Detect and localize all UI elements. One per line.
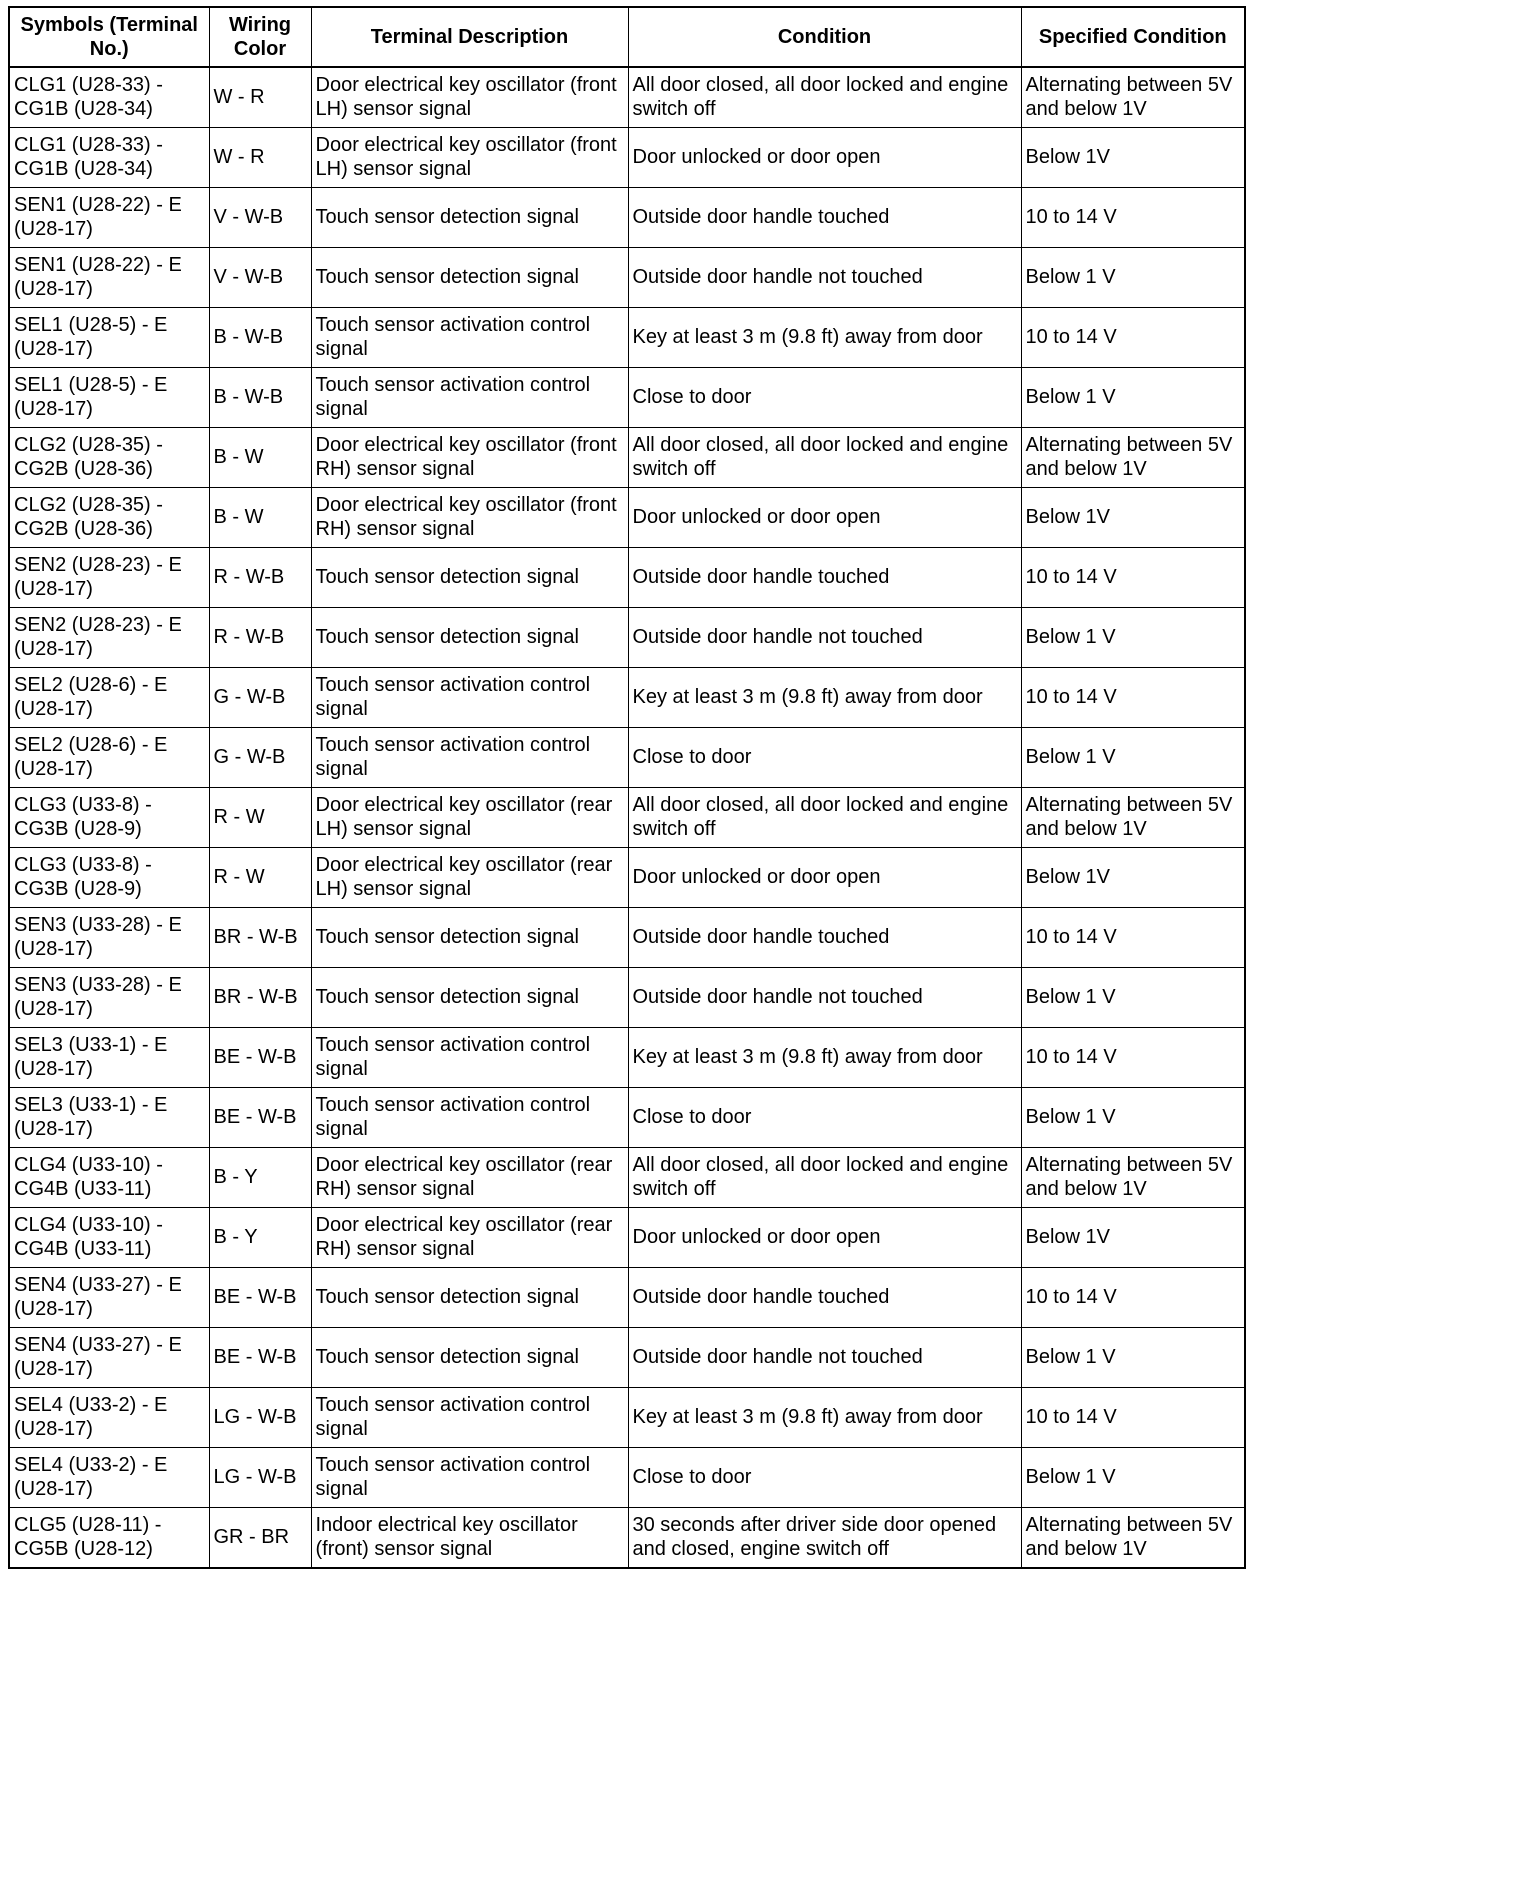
cell-terminal-description: Touch sensor activation control signal <box>311 1388 628 1448</box>
header-condition: Condition <box>628 7 1021 67</box>
table-row <box>9 668 1245 728</box>
cell-specified-condition: Below 1 V <box>1021 1088 1245 1148</box>
cell-wiring-color: G - W-B <box>209 668 311 728</box>
cell-symbols: SEL1 (U28-5) - E (U28-17) <box>9 368 209 428</box>
cell-condition: 30 seconds after driver side door opened and closed, engine switch off <box>628 1508 1021 1569</box>
table-row <box>9 128 1245 188</box>
cell-symbols: SEN3 (U33-28) - E (U28-17) <box>9 968 209 1028</box>
cell-specified-condition: Below 1 V <box>1021 968 1245 1028</box>
cell-specified-condition: 10 to 14 V <box>1021 1268 1245 1328</box>
cell-specified-condition: 10 to 14 V <box>1021 188 1245 248</box>
cell-specified-condition: Alternating between 5V and below 1V <box>1021 1508 1245 1569</box>
cell-terminal-description: Touch sensor activation control signal <box>311 1028 628 1088</box>
cell-wiring-color: B - Y <box>209 1208 311 1268</box>
cell-condition: Key at least 3 m (9.8 ft) away from door <box>628 1388 1021 1448</box>
cell-specified-condition: Below 1V <box>1021 128 1245 188</box>
cell-symbols: SEN1 (U28-22) - E (U28-17) <box>9 188 209 248</box>
cell-symbols: CLG1 (U28-33) - CG1B (U28-34) <box>9 128 209 188</box>
cell-specified-condition: Below 1 V <box>1021 1448 1245 1508</box>
cell-terminal-description: Door electrical key oscillator (front LH) sensor signal <box>311 128 628 188</box>
cell-specified-condition: Alternating between 5V and below 1V <box>1021 428 1245 488</box>
cell-specified-condition: Below 1V <box>1021 848 1245 908</box>
cell-terminal-description: Indoor electrical key oscillator (front) sensor signal <box>311 1508 628 1569</box>
cell-condition: Outside door handle touched <box>628 188 1021 248</box>
cell-specified-condition: Below 1 V <box>1021 1328 1245 1388</box>
table-row <box>9 908 1245 968</box>
cell-symbols: CLG4 (U33-10) - CG4B (U33-11) <box>9 1208 209 1268</box>
header-wiring-color: Wiring Color <box>209 7 311 67</box>
cell-symbols: SEN4 (U33-27) - E (U28-17) <box>9 1328 209 1388</box>
cell-condition: All door closed, all door locked and engine switch off <box>628 67 1021 128</box>
cell-condition: Door unlocked or door open <box>628 1208 1021 1268</box>
cell-condition: Key at least 3 m (9.8 ft) away from door <box>628 308 1021 368</box>
cell-specified-condition: 10 to 14 V <box>1021 908 1245 968</box>
cell-wiring-color: W - R <box>209 128 311 188</box>
table-row <box>9 728 1245 788</box>
cell-wiring-color: R - W-B <box>209 608 311 668</box>
cell-symbols: SEL4 (U33-2) - E (U28-17) <box>9 1388 209 1448</box>
cell-wiring-color: LG - W-B <box>209 1448 311 1508</box>
cell-terminal-description: Door electrical key oscillator (rear LH) sensor signal <box>311 848 628 908</box>
cell-specified-condition: 10 to 14 V <box>1021 1028 1245 1088</box>
cell-terminal-description: Door electrical key oscillator (front LH) sensor signal <box>311 67 628 128</box>
cell-terminal-description: Door electrical key oscillator (rear RH) sensor signal <box>311 1208 628 1268</box>
table-row <box>9 1148 1245 1208</box>
cell-specified-condition: Alternating between 5V and below 1V <box>1021 1148 1245 1208</box>
cell-symbols: CLG2 (U28-35) - CG2B (U28-36) <box>9 488 209 548</box>
cell-wiring-color: W - R <box>209 67 311 128</box>
cell-terminal-description: Touch sensor detection signal <box>311 968 628 1028</box>
table-row <box>9 1388 1245 1448</box>
cell-terminal-description: Touch sensor activation control signal <box>311 368 628 428</box>
cell-condition: Door unlocked or door open <box>628 128 1021 188</box>
header-terminal-description: Terminal Description <box>311 7 628 67</box>
cell-condition: All door closed, all door locked and engine switch off <box>628 1148 1021 1208</box>
cell-terminal-description: Door electrical key oscillator (rear RH) sensor signal <box>311 1148 628 1208</box>
table-row <box>9 1028 1245 1088</box>
table-row <box>9 548 1245 608</box>
cell-symbols: SEN3 (U33-28) - E (U28-17) <box>9 908 209 968</box>
cell-symbols: CLG4 (U33-10) - CG4B (U33-11) <box>9 1148 209 1208</box>
cell-symbols: CLG3 (U33-8) - CG3B (U28-9) <box>9 788 209 848</box>
cell-condition: Close to door <box>628 1448 1021 1508</box>
cell-wiring-color: B - W <box>209 488 311 548</box>
table-row <box>9 608 1245 668</box>
cell-wiring-color: R - W-B <box>209 548 311 608</box>
cell-condition: Key at least 3 m (9.8 ft) away from door <box>628 668 1021 728</box>
table-row <box>9 1508 1245 1569</box>
cell-condition: Close to door <box>628 368 1021 428</box>
cell-terminal-description: Touch sensor detection signal <box>311 248 628 308</box>
table-row <box>9 1268 1245 1328</box>
table-row <box>9 67 1245 128</box>
cell-wiring-color: R - W <box>209 848 311 908</box>
cell-terminal-description: Touch sensor detection signal <box>311 548 628 608</box>
cell-wiring-color: G - W-B <box>209 728 311 788</box>
cell-specified-condition: Alternating between 5V and below 1V <box>1021 67 1245 128</box>
cell-symbols: SEL3 (U33-1) - E (U28-17) <box>9 1028 209 1088</box>
table-row <box>9 488 1245 548</box>
cell-specified-condition: Alternating between 5V and below 1V <box>1021 788 1245 848</box>
cell-terminal-description: Touch sensor detection signal <box>311 608 628 668</box>
cell-wiring-color: B - Y <box>209 1148 311 1208</box>
cell-wiring-color: B - W-B <box>209 308 311 368</box>
cell-wiring-color: BE - W-B <box>209 1328 311 1388</box>
cell-condition: Door unlocked or door open <box>628 848 1021 908</box>
table-row <box>9 1088 1245 1148</box>
cell-condition: Close to door <box>628 1088 1021 1148</box>
cell-terminal-description: Touch sensor activation control signal <box>311 668 628 728</box>
cell-wiring-color: BR - W-B <box>209 968 311 1028</box>
cell-specified-condition: Below 1V <box>1021 488 1245 548</box>
cell-terminal-description: Touch sensor detection signal <box>311 1268 628 1328</box>
cell-symbols: CLG5 (U28-11) - CG5B (U28-12) <box>9 1508 209 1569</box>
header-specified-condition: Specified Condition <box>1021 7 1245 67</box>
cell-specified-condition: Below 1 V <box>1021 248 1245 308</box>
table-header <box>9 7 1245 67</box>
cell-wiring-color: LG - W-B <box>209 1388 311 1448</box>
cell-specified-condition: Below 1 V <box>1021 368 1245 428</box>
cell-symbols: CLG1 (U28-33) - CG1B (U28-34) <box>9 67 209 128</box>
cell-symbols: CLG3 (U33-8) - CG3B (U28-9) <box>9 848 209 908</box>
cell-symbols: SEL4 (U33-2) - E (U28-17) <box>9 1448 209 1508</box>
cell-condition: Close to door <box>628 728 1021 788</box>
cell-condition: Door unlocked or door open <box>628 488 1021 548</box>
cell-symbols: SEN2 (U28-23) - E (U28-17) <box>9 548 209 608</box>
cell-symbols: SEL2 (U28-6) - E (U28-17) <box>9 668 209 728</box>
cell-terminal-description: Door electrical key oscillator (front RH) sensor signal <box>311 428 628 488</box>
table-row <box>9 308 1245 368</box>
cell-terminal-description: Door electrical key oscillator (front RH) sensor signal <box>311 488 628 548</box>
table-row <box>9 1328 1245 1388</box>
cell-condition: All door closed, all door locked and engine switch off <box>628 428 1021 488</box>
table-row <box>9 968 1245 1028</box>
cell-condition: Key at least 3 m (9.8 ft) away from door <box>628 1028 1021 1088</box>
cell-symbols: SEL1 (U28-5) - E (U28-17) <box>9 308 209 368</box>
cell-symbols: SEN1 (U28-22) - E (U28-17) <box>9 248 209 308</box>
cell-terminal-description: Touch sensor activation control signal <box>311 1088 628 1148</box>
cell-symbols: SEL2 (U28-6) - E (U28-17) <box>9 728 209 788</box>
cell-terminal-description: Touch sensor activation control signal <box>311 308 628 368</box>
cell-wiring-color: V - W-B <box>209 188 311 248</box>
cell-terminal-description: Touch sensor activation control signal <box>311 1448 628 1508</box>
cell-symbols: SEL3 (U33-1) - E (U28-17) <box>9 1088 209 1148</box>
header-row <box>9 7 1245 67</box>
header-symbols: Symbols (Terminal No.) <box>9 7 209 67</box>
cell-terminal-description: Touch sensor detection signal <box>311 188 628 248</box>
cell-wiring-color: B - W-B <box>209 368 311 428</box>
cell-specified-condition: 10 to 14 V <box>1021 308 1245 368</box>
cell-condition: Outside door handle not touched <box>628 968 1021 1028</box>
cell-specified-condition: 10 to 14 V <box>1021 668 1245 728</box>
cell-terminal-description: Touch sensor detection signal <box>311 1328 628 1388</box>
cell-condition: Outside door handle touched <box>628 548 1021 608</box>
cell-terminal-description: Touch sensor activation control signal <box>311 728 628 788</box>
cell-condition: Outside door handle not touched <box>628 608 1021 668</box>
cell-condition: All door closed, all door locked and engine switch off <box>628 788 1021 848</box>
table-row <box>9 1448 1245 1508</box>
cell-specified-condition: 10 to 14 V <box>1021 548 1245 608</box>
terminal-spec-table <box>8 6 1246 1569</box>
cell-symbols: SEN4 (U33-27) - E (U28-17) <box>9 1268 209 1328</box>
cell-wiring-color: BE - W-B <box>209 1268 311 1328</box>
cell-wiring-color: R - W <box>209 788 311 848</box>
table-row <box>9 248 1245 308</box>
table-row <box>9 848 1245 908</box>
cell-symbols: SEN2 (U28-23) - E (U28-17) <box>9 608 209 668</box>
cell-specified-condition: Below 1V <box>1021 1208 1245 1268</box>
cell-wiring-color: B - W <box>209 428 311 488</box>
cell-condition: Outside door handle touched <box>628 1268 1021 1328</box>
cell-symbols: CLG2 (U28-35) - CG2B (U28-36) <box>9 428 209 488</box>
cell-wiring-color: V - W-B <box>209 248 311 308</box>
cell-condition: Outside door handle not touched <box>628 248 1021 308</box>
cell-wiring-color: BR - W-B <box>209 908 311 968</box>
cell-terminal-description: Door electrical key oscillator (rear LH) sensor signal <box>311 788 628 848</box>
table-row <box>9 788 1245 848</box>
cell-wiring-color: BE - W-B <box>209 1028 311 1088</box>
table-body <box>9 67 1245 1568</box>
table-row <box>9 428 1245 488</box>
table-row <box>9 368 1245 428</box>
cell-wiring-color: GR - BR <box>209 1508 311 1569</box>
cell-specified-condition: 10 to 14 V <box>1021 1388 1245 1448</box>
table-row <box>9 1208 1245 1268</box>
table-row <box>9 188 1245 248</box>
cell-condition: Outside door handle touched <box>628 908 1021 968</box>
cell-wiring-color: BE - W-B <box>209 1088 311 1148</box>
cell-specified-condition: Below 1 V <box>1021 608 1245 668</box>
cell-condition: Outside door handle not touched <box>628 1328 1021 1388</box>
cell-specified-condition: Below 1 V <box>1021 728 1245 788</box>
cell-terminal-description: Touch sensor detection signal <box>311 908 628 968</box>
